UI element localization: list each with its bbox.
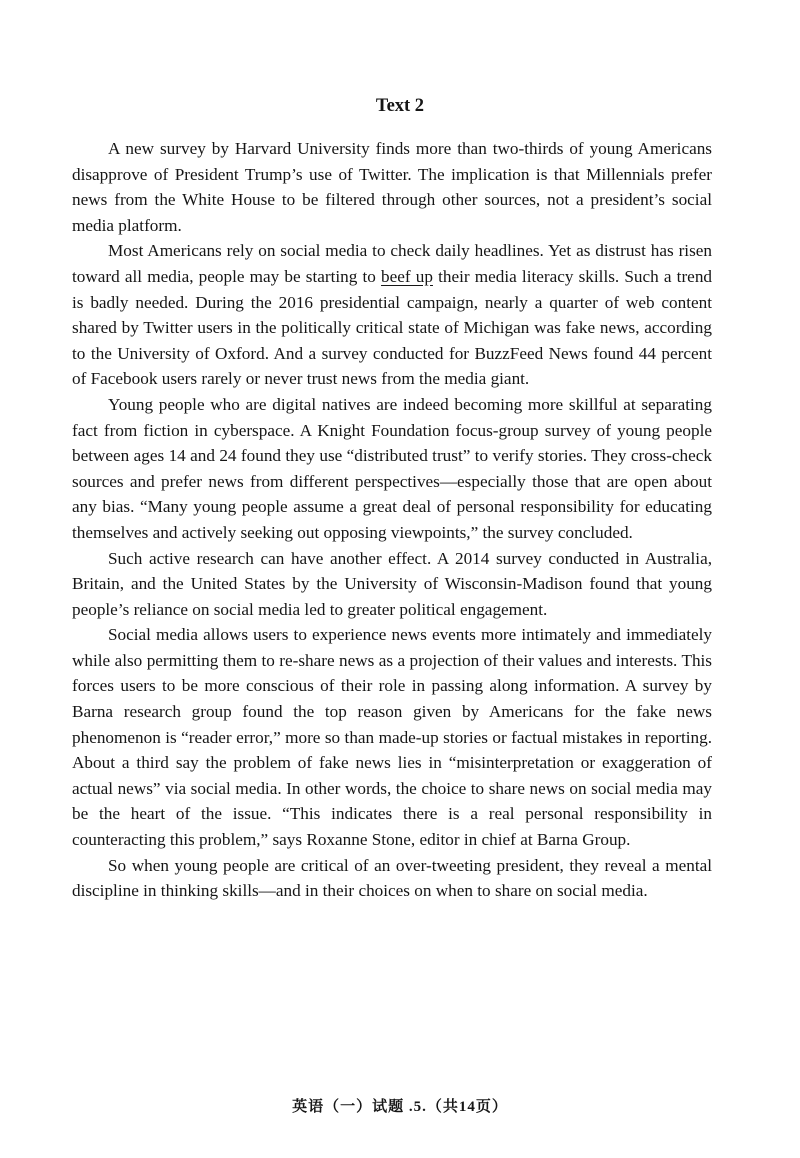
paragraph-2	[72, 238, 712, 392]
paragraph-4: Such active research can have another effect. A 2014 survey conducted in Australia, Britain, and the United States by the University of Wisconsin-Madison found that young people’s reliance on social media led to greater political engagement.	[72, 548, 712, 619]
paragraph-2-end: their media literacy skills. Such a trend is badly needed. During the 2016 presidential campaign, nearly a quarter of web content shared by Twitter users in the politically critical state of Michigan was fake news, according to the University of Oxford. And a survey conducted for BuzzFeed News found 44 percent of Facebook users rarely or never trust news from the media giant.	[72, 266, 713, 389]
passage-body	[72, 136, 712, 904]
paragraph-2-start: Most Americans rely on social media to check daily headlines. Yet as distrust has risen toward all media, people may be starting to	[72, 241, 712, 286]
page-footer: 英语（一）试题 .5.（共14页）	[292, 1099, 508, 1115]
paragraph-3: Young people who are digital natives are indeed becoming more skillful at separating fact from fiction in cyberspace. A Knight Foundation focus-group survey of young people between ages 14 and 24 found they use “distributed trust” to verify stories. They cross-check sources and prefer news from different perspectives—especially those that are open about any bias. “Many young people assume a great deal of personal responsibility for educating themselves and actively seeking out opposing viewpoints,” the survey concluded.	[72, 394, 712, 542]
underlined-phrase: beef up	[381, 266, 433, 286]
passage-title: Text 2	[375, 96, 425, 116]
paragraph-6: So when young people are critical of an over-tweeting president, they reveal a mental discipline in thinking skills—and in their choices on when to share on social media.	[72, 855, 712, 901]
paragraph-5: Social media allows users to experience news events more intimately and immediately while also permitting them to re-share news as a projection of their values and interests. This forces users to be more conscious of their role in passing along information. A survey by Barna research group found the top reason given by Americans for the fake news phenomenon is “reader error,” more so than made-up stories or factual mistakes in reporting. About a third say the problem of fake news lies in “misinterpretation or exaggeration of actual news” via social media. In other words, the choice to share news on social media may be the heart of the issue. “This indicates there is a real personal responsibility in counteracting this problem,” says Roxanne Stone, editor in chief at Barna Group.	[72, 625, 712, 850]
paragraph-1: A new survey by Harvard University finds more than two-thirds of young Americans disapprove of President Trump’s use of Twitter. The implication is that Millennials prefer news from the White House to be filtered through other sources, not a president’s social media platform.	[72, 139, 712, 235]
